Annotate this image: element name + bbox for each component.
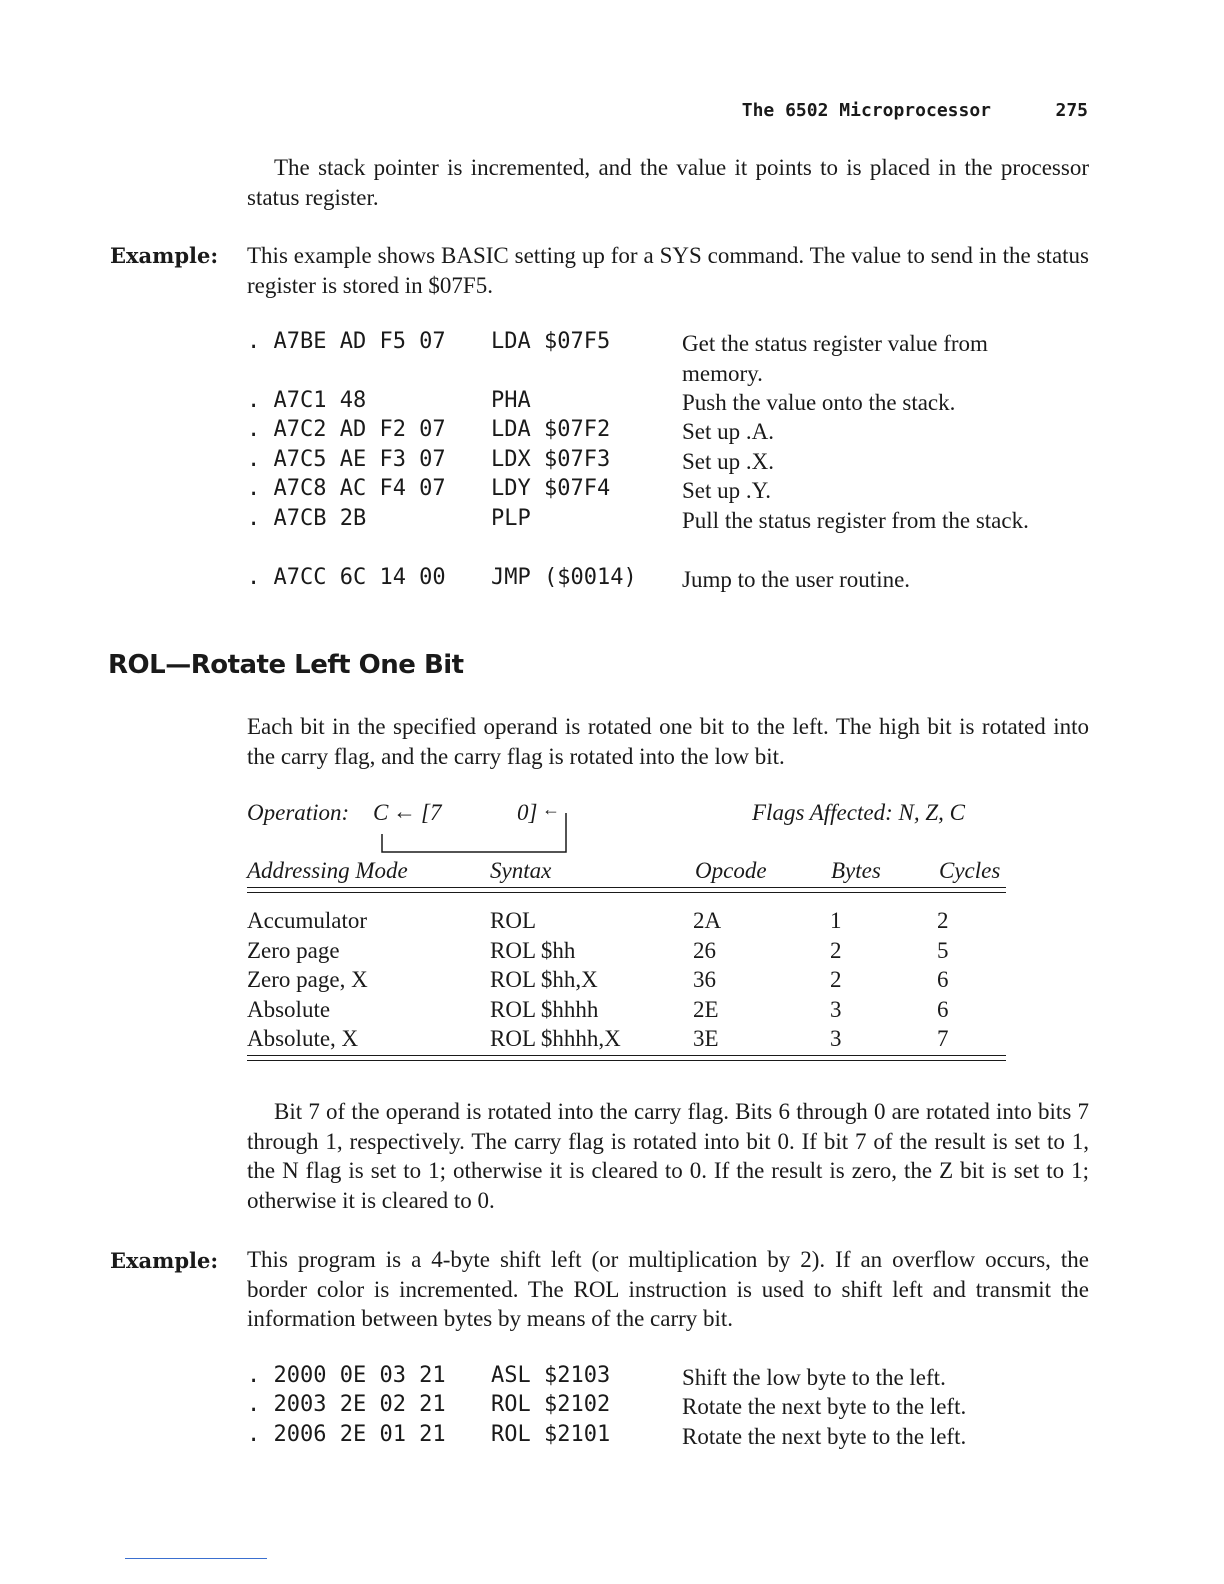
operation-label: Operation: xyxy=(247,800,350,825)
table-rule-top-2 xyxy=(247,892,1006,893)
code-instruction: JMP ($0014) xyxy=(491,565,637,590)
code-comment: Set up .A. xyxy=(682,419,774,444)
code-line xyxy=(247,1422,1107,1452)
code-instruction: LDY $07F4 xyxy=(491,476,611,501)
cell-bytes: 1 xyxy=(830,908,842,933)
rotate-loop-line xyxy=(370,812,570,856)
code-instruction: PLP xyxy=(491,506,531,531)
example-2-text: This program is a 4-byte shift left (or multiplication by 2). If an overflow occurs, the border color is incremented. The ROL instruction is used to shift left and transmit the information between bytes by means of the carry bit. xyxy=(247,1247,1089,1331)
code-line xyxy=(247,447,1107,477)
rotate-arrow-icon: ← xyxy=(393,799,416,824)
code-line xyxy=(247,565,1107,595)
code-address: . A7C2 AD F2 07 xyxy=(247,417,446,442)
running-head xyxy=(600,100,1088,124)
code-comment: Jump to the user routine. xyxy=(682,567,911,592)
header-bytes: Bytes xyxy=(831,858,881,883)
example-label-2: Example: xyxy=(110,1248,219,1273)
code-comment: Shift the low byte to the left. xyxy=(682,1365,946,1390)
cell-mode: Absolute xyxy=(247,997,331,1022)
code-instruction: ROL $2102 xyxy=(491,1392,611,1417)
cell-opcode: 36 xyxy=(693,967,716,992)
intro-paragraph: The stack pointer is incremented, and the value it points to is placed in the processor status register. xyxy=(247,155,1089,210)
cell-cycles: 5 xyxy=(937,938,949,963)
code-line xyxy=(247,506,1107,536)
code-instruction: ROL $2101 xyxy=(491,1422,611,1447)
flags-affected: Flags Affected: N, Z, C xyxy=(752,800,965,825)
code-comment: Set up .X. xyxy=(682,449,774,474)
example-label-1: Example: xyxy=(110,243,219,268)
cell-syntax: ROL xyxy=(490,908,536,933)
code-address: . A7CC 6C 14 00 xyxy=(247,565,446,590)
explanation-paragraph: Bit 7 of the operand is rotated into the carry flag. Bits 6 through 0 are rotated into bits 7 through 1, respectively. The carry flag is rotated into bit 0. If bit 7 of the result is set to 1, the N flag is set to 1; otherwise it is cleared to 0. If the result is zero, the Z bit is set to 1; otherwise it is cleared to 0. xyxy=(247,1099,1089,1213)
running-head-title: The 6502 Microprocessor xyxy=(741,100,991,121)
cell-syntax: ROL $hh xyxy=(490,938,576,963)
cell-opcode: 3E xyxy=(693,1026,719,1051)
cell-opcode: 26 xyxy=(693,938,716,963)
code-comment: Rotate the next byte to the left. xyxy=(682,1424,967,1449)
code-address: . A7C5 AE F3 07 xyxy=(247,447,446,472)
code-address: . 2003 2E 02 21 xyxy=(247,1392,446,1417)
cell-bytes: 3 xyxy=(830,1026,842,1051)
code-address: . A7BE AD F5 07 xyxy=(247,329,446,354)
table-rule-bottom-2 xyxy=(247,1060,1006,1061)
cell-opcode: 2A xyxy=(693,908,722,933)
cell-syntax: ROL $hhhh,X xyxy=(490,1026,621,1051)
header-opcode: Opcode xyxy=(695,858,767,883)
section-description: Each bit in the specified operand is rotated one bit to the left. The high bit is rotated into the carry flag, and the carry flag is rotated into the low bit. xyxy=(247,714,1089,769)
code-line xyxy=(247,388,1107,418)
table-rule-bottom xyxy=(247,1055,1006,1056)
cell-bytes: 2 xyxy=(830,938,842,963)
code-address: . A7C8 AC F4 07 xyxy=(247,476,446,501)
footnote-rule xyxy=(125,1558,267,1559)
cell-mode: Accumulator xyxy=(247,908,368,933)
code-address: . 2006 2E 01 21 xyxy=(247,1422,446,1447)
code-comment: Pull the status register from the stack. xyxy=(682,508,1029,533)
page-number: 275 xyxy=(1055,100,1088,121)
cell-cycles: 6 xyxy=(937,997,949,1022)
cell-syntax: ROL $hh,X xyxy=(490,967,598,992)
low-bit-label: 0] xyxy=(517,800,538,825)
code-instruction: LDX $07F3 xyxy=(491,447,611,472)
code-line xyxy=(247,417,1107,447)
carry-flag-label: C xyxy=(373,800,389,825)
cell-cycles: 2 xyxy=(937,908,949,933)
header-syntax: Syntax xyxy=(490,858,552,883)
code-line xyxy=(247,1363,1107,1393)
header-cycles: Cycles xyxy=(939,858,1001,883)
code-comment: Set up .Y. xyxy=(682,478,772,503)
code-instruction: LDA $07F5 xyxy=(491,329,611,354)
code-address: . A7C1 48 xyxy=(247,388,367,413)
cell-mode: Zero page, X xyxy=(247,967,368,992)
table-rule-top xyxy=(247,887,1006,888)
cell-mode: Absolute, X xyxy=(247,1026,359,1051)
code-instruction: LDA $07F2 xyxy=(491,417,611,442)
return-arrow-icon: ← xyxy=(542,799,560,819)
code-comment: Get the status register value from memory. xyxy=(682,331,988,386)
cell-mode: Zero page xyxy=(247,938,340,963)
code-address: . A7CB 2B xyxy=(247,506,367,531)
header-addressing-mode: Addressing Mode xyxy=(247,858,408,883)
code-instruction: ASL $2103 xyxy=(491,1363,611,1388)
code-line xyxy=(247,476,1107,506)
high-bit-label: [7 xyxy=(421,800,442,825)
cell-bytes: 3 xyxy=(830,997,842,1022)
code-instruction: PHA xyxy=(491,388,531,413)
cell-syntax: ROL $hhhh xyxy=(490,997,599,1022)
cell-cycles: 7 xyxy=(937,1026,949,1051)
cell-bytes: 2 xyxy=(830,967,842,992)
cell-opcode: 2E xyxy=(693,997,719,1022)
code-line xyxy=(247,1392,1107,1422)
section-heading: ROL—Rotate Left One Bit xyxy=(108,650,464,680)
cell-cycles: 6 xyxy=(937,967,949,992)
code-line xyxy=(247,329,1107,386)
code-address: . 2000 0E 03 21 xyxy=(247,1363,446,1388)
code-comment: Push the value onto the stack. xyxy=(682,390,956,415)
example-1-text: This example shows BASIC setting up for a SYS command. The value to send in the status register is stored in $07F5. xyxy=(247,243,1089,298)
code-comment: Rotate the next byte to the left. xyxy=(682,1394,967,1419)
